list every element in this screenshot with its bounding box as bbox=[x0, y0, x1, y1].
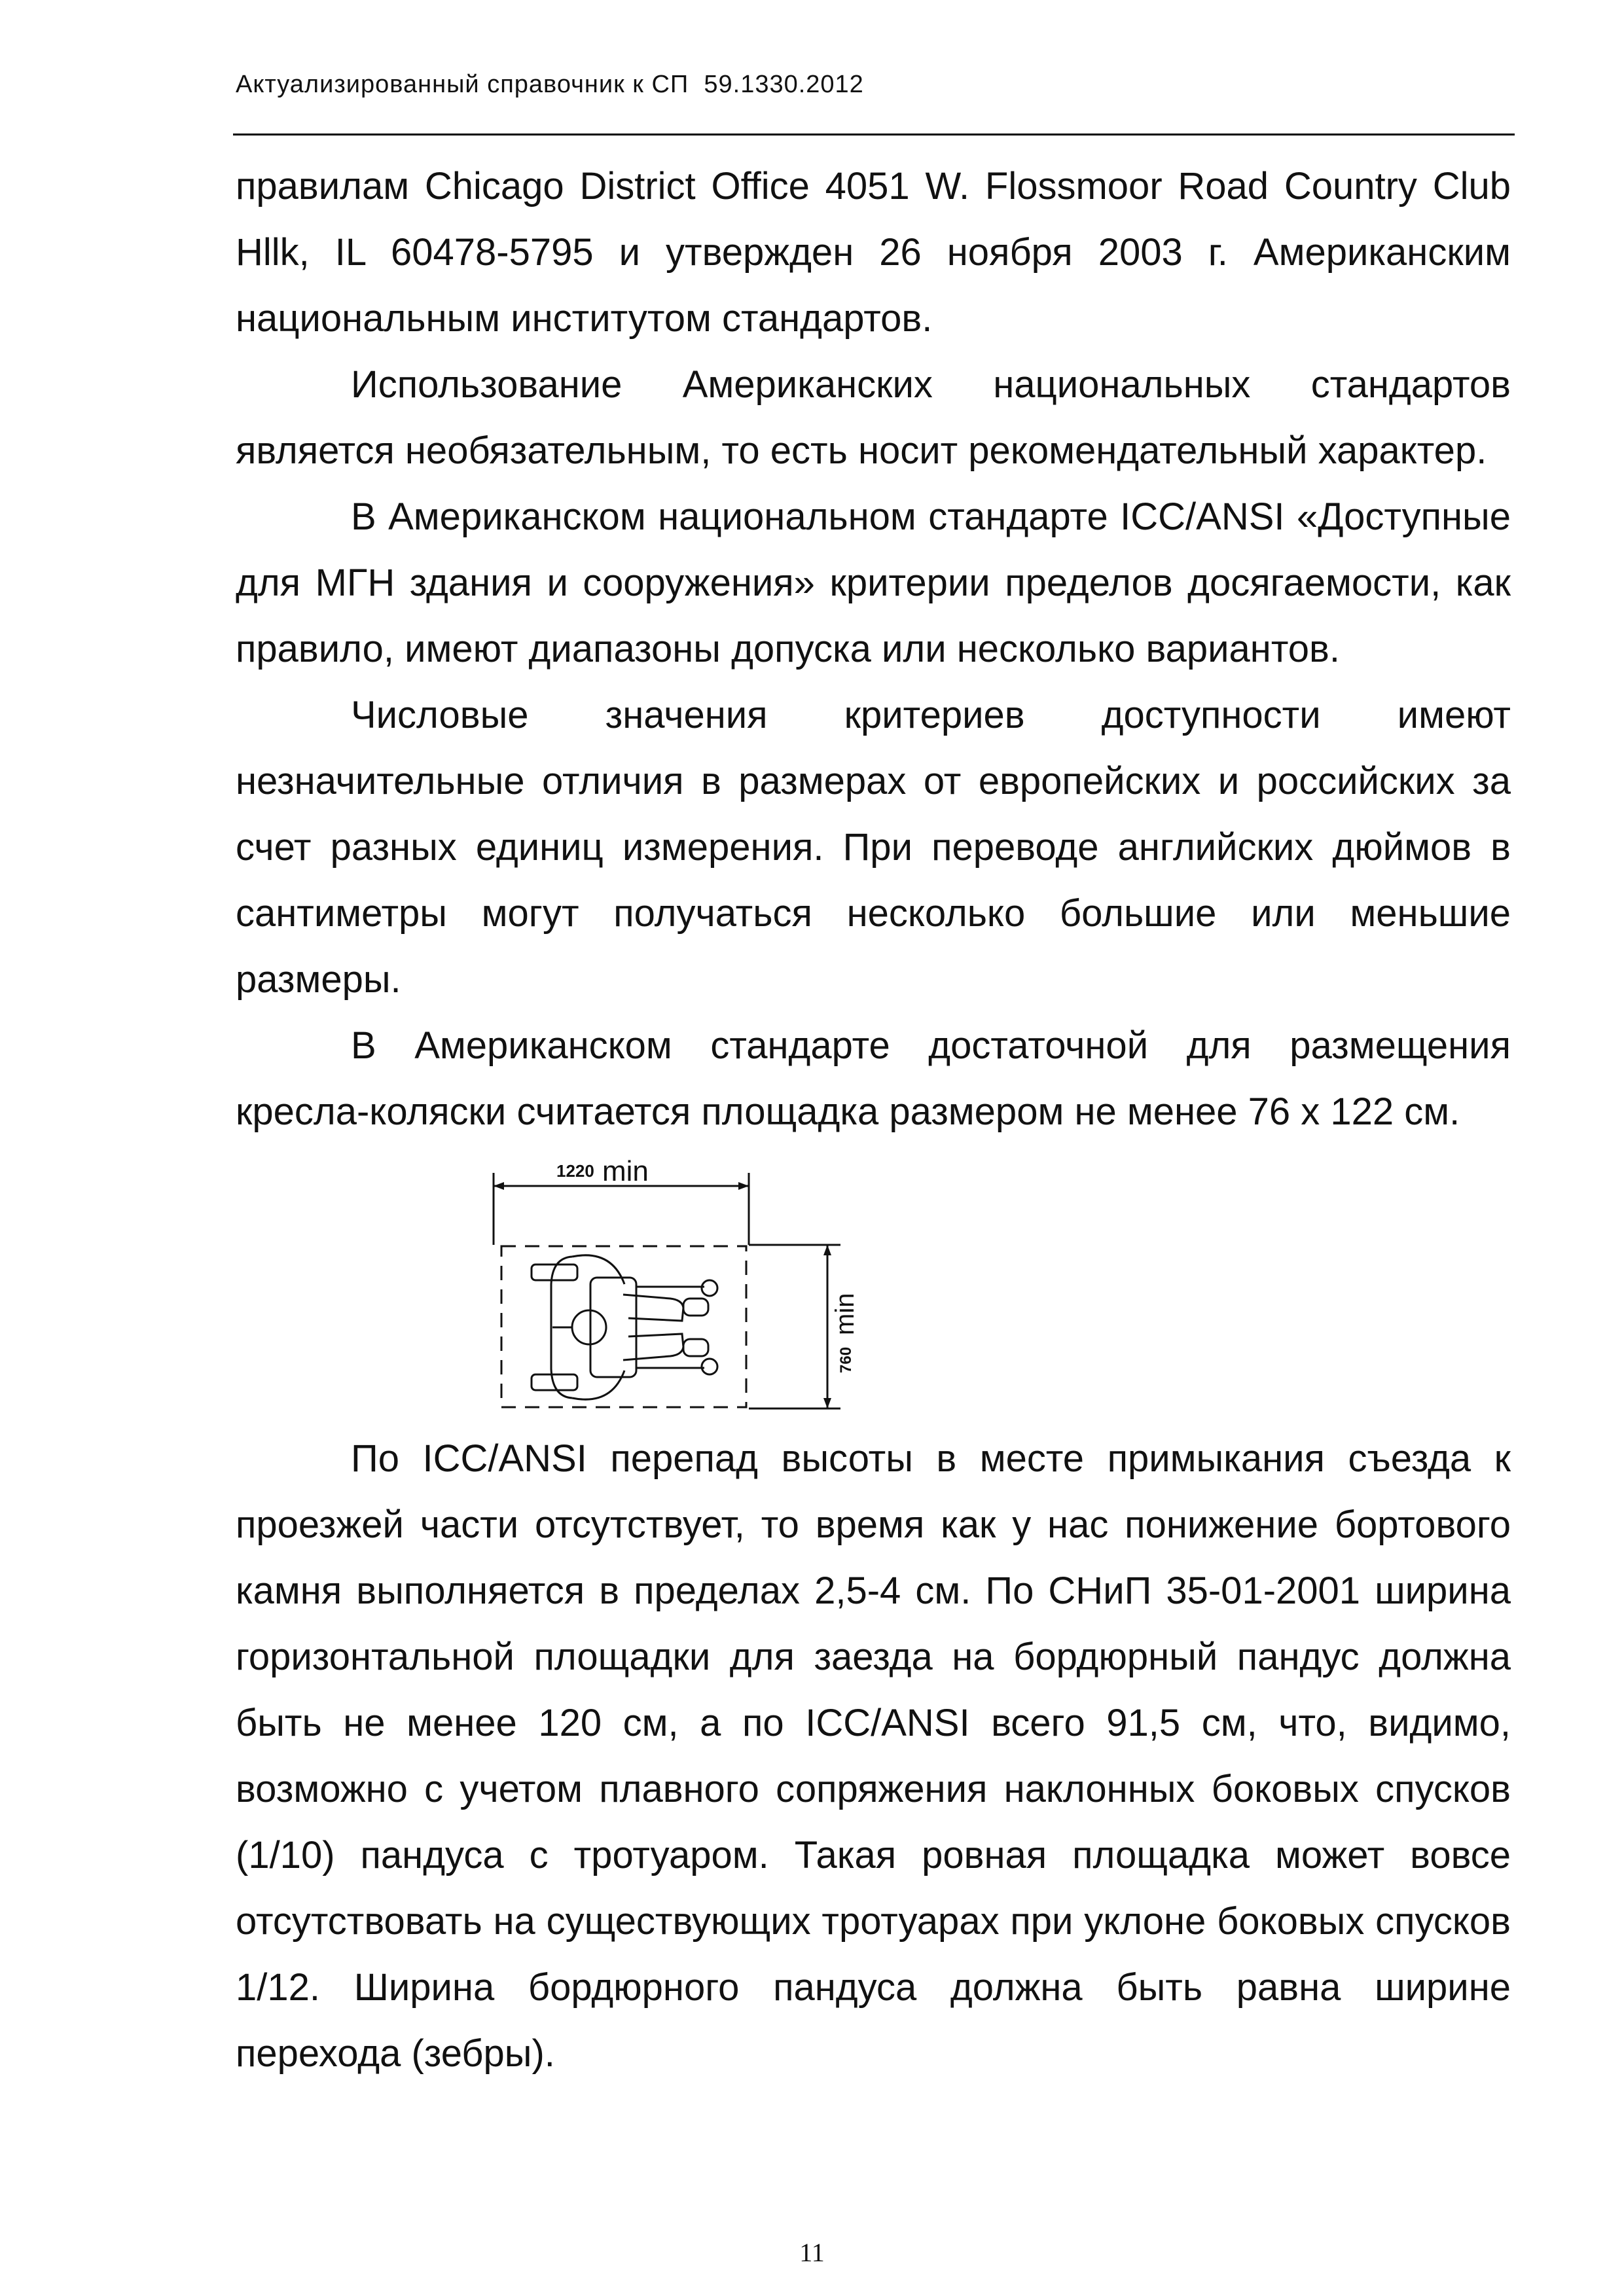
running-header: Актуализированный справочник к СП 59.1330.2012 bbox=[236, 71, 864, 98]
width-dimension-suffix: min bbox=[602, 1155, 649, 1187]
paragraph-curb-ramp: По ICC/ANSI перепад высоты в месте примыкания съезда к проезжей части отсутствует, то время как у нас понижение бортового камня выполняется в пределах 2,5-4 см. По СНиП 35-01-2001 ширина горизонтальной площадки для заезда на бордюрный пандус должна быть не менее 120 см, а по ICC/ANSI всего 91,5 см, что, видимо, возможно с учетом плавного сопряжения наклонных боковых спусков (1/10) пандуса с тротуаром. Такая ровная площадка может вовсе отсутствовать на существующих тротуарах при уклоне боковых спусков 1/12. Ширина бордюрного пандуса должна быть равна ширине перехода (зебры). bbox=[236, 1437, 1511, 2075]
page-number: 11 bbox=[799, 2238, 825, 2267]
header-divider bbox=[233, 134, 1515, 135]
paragraph-continuation: правилам Chicago District Office 4051 W. Flossmoor Road Country Club Hllk, IL 60478-5795 и утвержден 26 ноября 2003 г. Американским национальным институтом стандартов. bbox=[236, 165, 1511, 340]
height-dimension-suffix: min bbox=[831, 1293, 859, 1335]
wheelchair-clear-space-figure bbox=[474, 1147, 867, 1422]
paragraph-ansi-optional: Использование Американских национальных стандартов является необязательным, то есть носит рекомендательный характер. bbox=[236, 363, 1511, 472]
paragraph-wheelchair-area: В Американском стандарте достаточной для размещения кресла-коляски считается площадка размером не менее 76 х 122 см. bbox=[236, 1024, 1511, 1133]
height-dimension-value: 760 bbox=[837, 1346, 855, 1373]
paragraph-unit-differences: Числовые значения критериев доступности имеют незначительные отличия в размерах от европейских и российских за счет разных единиц измерения. При переводе английских дюймов в сантиметры могут получаться несколько большие или меньшие размеры. bbox=[236, 694, 1511, 1001]
width-dimension-value: 1220 bbox=[556, 1161, 594, 1181]
paragraph-reach-criteria: В Американском национальном стандарте ICC/ANSI «Доступные для МГН здания и сооружения» критерии пределов досягаемости, как правило, имеют диапазоны допуска или несколько вариантов. bbox=[236, 495, 1511, 670]
wheelchair-icon bbox=[532, 1255, 717, 1399]
